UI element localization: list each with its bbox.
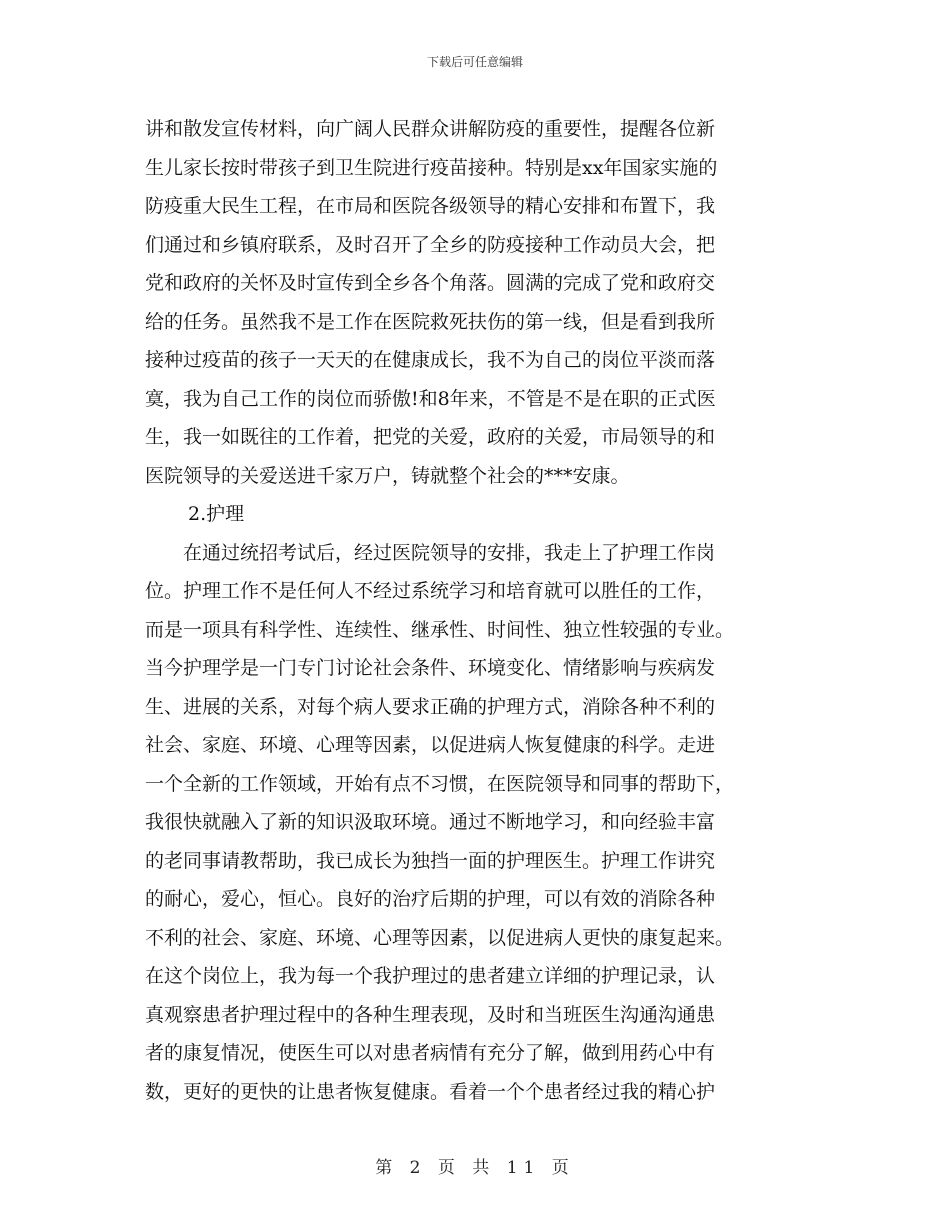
body-line: 的老同事请教帮助，我已成长为独挡一面的护理医生。护理工作讲究 [145,849,716,872]
body-line: 们通过和乡镇府联系，及时召开了全乡的防疫接种工作动员大会，把 [145,233,716,256]
page-header: 下载后可任意编辑 [426,55,523,69]
body-line: 生，我一如既往的工作着，把党的关爱，政府的关爱，市局领导的和 [145,426,716,448]
body-line: 在这个岗位上，我为每一个我护理过的患者建立详细的护理记录，认 [145,965,716,987]
body-line: 生、进展的关系，对每个病人要求正确的护理方式，消除各种不利的 [145,695,716,718]
body-line: 真观察患者护理过程中的各种生理表现，及时和当班医生沟通沟通患 [145,1003,716,1026]
page-number-footer: 第 2 页 共 11 页 [375,1158,575,1178]
body-line: 数，更好的更快的让患者恢复健康。看着一个个患者经过我的精心护 [145,1080,716,1103]
body-line: 不利的社会、家庭、环境、心理等因素，以促进病人更快的康复起来。 [145,926,735,949]
document-body [145,110,813,1111]
body-line: 生儿家长按时带孩子到卫生院进行疫苗接种。特别是xx年国家实施的 [145,156,718,179]
body-line: 一个全新的工作领域，开始有点不习惯，在医院领导和同事的帮助下， [145,772,735,795]
body-line: 给的任务。虽然我不是工作在医院救死扶伤的第一线，但是看到我所 [145,310,716,333]
body-line: 医院领导的关爱送进千家万户，铸就整个社会的***安康。 [145,464,630,487]
body-line: 党和政府的关怀及时宣传到全乡各个角落。圆满的完成了党和政府交 [145,272,716,294]
body-line: 者的康复情况，使医生可以对患者病情有充分了解，做到用药心中有 [145,1042,716,1064]
body-line: 我很快就融入了新的知识汲取环境。通过不断地学习，和向经验丰富 [145,811,716,833]
body-line: 防疫重大民生工程，在市局和医院各级领导的精心安排和布置下，我 [145,195,716,217]
body-line: 而是一项具有科学性、连续性、继承性、时间性、独立性较强的专业。 [145,618,735,641]
body-line: 当今护理学是一门专门讨论社会条件、环境变化、情绪影响与疾病发 [145,657,716,679]
section-heading: 2.护理 [188,503,245,525]
body-line: 讲和散发宣传材料，向广阔人民群众讲解防疫的重要性，提醒各位新 [145,118,716,140]
body-line: 寞，我为自己工作的岗位而骄傲!和8年来，不管是不是在职的正式医 [145,387,716,410]
body-line: 社会、家庭、环境、心理等因素，以促进病人恢复健康的科学。走进 [145,734,716,756]
body-line: 位。护理工作不是任何人不经过系统学习和培育就可以胜任的工作， [145,580,716,602]
body-line: 接种过疫苗的孩子一天天的在健康成长，我不为自己的岗位平淡而落 [145,349,716,371]
body-line: 的耐心，爱心，恒心。良好的治疗后期的护理，可以有效的消除各种 [145,888,716,910]
paragraph-first-line: 在通过统招考试后，经过医院领导的安排，我走上了护理工作岗 [183,541,716,564]
